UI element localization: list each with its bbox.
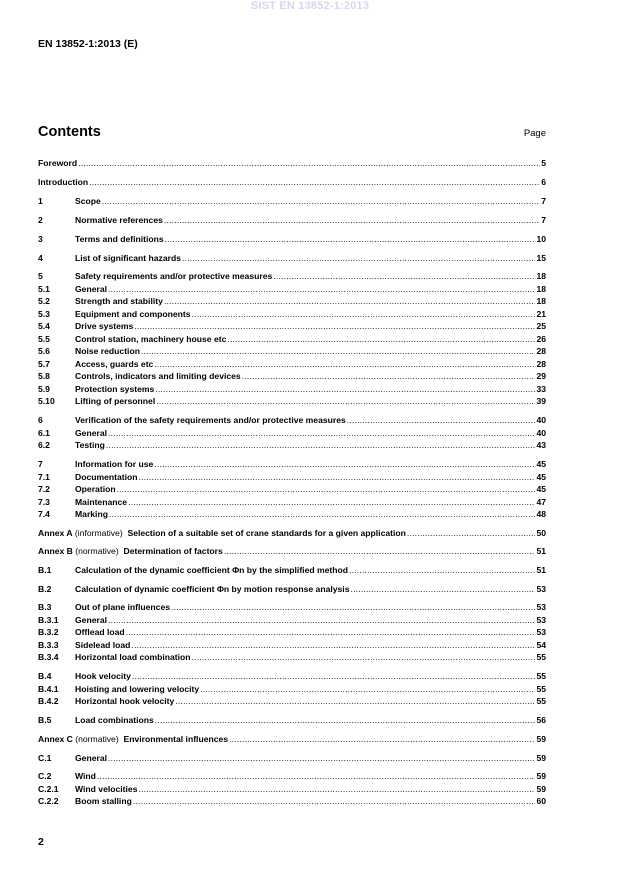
toc-entry-page: 45 <box>536 484 546 494</box>
toc-entry[interactable] <box>38 333 546 345</box>
toc-entry-title: Wind velocities <box>75 784 138 794</box>
toc-entry-title: Lifting of personnel <box>75 396 156 406</box>
toc-dot-leader <box>154 383 535 395</box>
toc-entry-number: 6.2 <box>38 440 50 450</box>
toc-dot-leader <box>107 752 535 764</box>
toc-entry-number: 5.5 <box>38 334 50 344</box>
toc-entry-number: B.3.1 <box>38 615 59 625</box>
toc-entry-title: Maintenance <box>75 497 128 507</box>
page-column-label: Page <box>523 128 546 139</box>
annex-type: (normative) <box>72 734 124 744</box>
toc-entry-number: B.5 <box>38 715 52 725</box>
toc-entry-title: Documentation <box>75 472 138 482</box>
toc-entry-page: 10 <box>536 234 546 244</box>
toc-entry-title: Controls, indicators and limiting devices <box>75 371 241 381</box>
toc-entry-number: C.2.1 <box>38 784 59 794</box>
toc-entry-title: Calculation of dynamic coefficient Φn by motion response analysis <box>75 584 350 594</box>
toc-dot-leader <box>164 233 536 245</box>
toc-entry-title: Protection systems <box>75 384 155 394</box>
toc-entry[interactable] <box>38 639 546 651</box>
toc-entry[interactable] <box>38 195 546 207</box>
toc-dot-leader <box>133 320 535 332</box>
toc-dot-leader <box>116 483 536 495</box>
toc-entry[interactable] <box>38 496 546 508</box>
toc-entry-title: Sidelead load <box>75 640 131 650</box>
toc-entry[interactable] <box>38 427 546 439</box>
toc-entry[interactable] <box>38 733 546 745</box>
toc-dot-leader <box>88 176 540 188</box>
toc-entry-title: Marking <box>75 509 108 519</box>
toc-dot-leader <box>140 345 535 357</box>
toc-entry[interactable] <box>38 545 546 557</box>
toc-entry-page: 55 <box>536 684 546 694</box>
toc-entry-page: 50 <box>536 528 546 538</box>
toc-entry[interactable] <box>38 683 546 695</box>
toc-entry[interactable] <box>38 651 546 663</box>
toc-entry[interactable] <box>38 233 546 245</box>
toc-dot-leader <box>132 795 536 807</box>
toc-entry-page: 53 <box>536 627 546 637</box>
toc-entry[interactable] <box>38 252 546 264</box>
watermark: SIST EN 13852-1:2013 <box>250 0 370 12</box>
toc-entry-title <box>38 733 228 745</box>
toc-entry-page: 60 <box>536 796 546 806</box>
toc-entry-number: 6 <box>38 415 43 425</box>
toc-entry-title: Drive systems <box>75 321 134 331</box>
toc-entry-number: 1 <box>38 196 43 206</box>
toc-dot-leader <box>131 670 536 682</box>
toc-entry-page: 55 <box>536 671 546 681</box>
toc-dot-leader <box>155 395 535 407</box>
toc-entry-number: 7 <box>38 459 43 469</box>
toc-entry-page: 6 <box>541 177 546 187</box>
toc-dot-leader <box>174 695 535 707</box>
annex-label: Annex A <box>38 528 73 538</box>
toc-entry-title: Access, guards etc <box>75 359 154 369</box>
toc-entry-page: 40 <box>536 415 546 425</box>
toc-dot-leader <box>241 370 536 382</box>
toc-entry[interactable] <box>38 176 546 188</box>
toc-dot-leader <box>228 733 535 745</box>
page-number: 2 <box>38 836 44 848</box>
toc-entry-number: 7.3 <box>38 497 50 507</box>
toc-entry-number: B.3.4 <box>38 652 59 662</box>
toc-entry-number: 5.1 <box>38 284 50 294</box>
toc-entry-number: B.2 <box>38 584 52 594</box>
toc-entry[interactable] <box>38 614 546 626</box>
toc-entry[interactable] <box>38 370 546 382</box>
toc-entry-page: 18 <box>536 271 546 281</box>
toc-entry[interactable] <box>38 783 546 795</box>
toc-entry[interactable] <box>38 583 546 595</box>
toc-entry-title: Verification of the safety requirements and/or protective measures <box>75 415 346 425</box>
toc-entry-number: 5.4 <box>38 321 50 331</box>
toc-dot-leader <box>96 770 536 782</box>
toc-entry[interactable] <box>38 508 546 520</box>
toc-entry-number: B.3.2 <box>38 627 59 637</box>
toc-entry-page: 18 <box>536 284 546 294</box>
toc-dot-leader <box>138 471 536 483</box>
toc-dot-leader <box>107 614 535 626</box>
toc-entry-title: General <box>75 615 108 625</box>
toc-entry-page: 55 <box>536 696 546 706</box>
toc-entry-title <box>38 545 223 557</box>
toc-entry-page: 59 <box>536 753 546 763</box>
toc-entry-title: Wind <box>75 771 96 781</box>
toc-dot-leader <box>77 157 540 169</box>
toc-entry-page: 21 <box>536 309 546 319</box>
toc-entry-title: Equipment and components <box>75 309 191 319</box>
toc-entry-title: Out of plane influences <box>75 602 171 612</box>
toc-dot-leader <box>125 626 536 638</box>
toc-entry-number: 5.3 <box>38 309 50 319</box>
toc-entry[interactable] <box>38 283 546 295</box>
toc-entry[interactable] <box>38 471 546 483</box>
toc-entry-page: 48 <box>536 509 546 519</box>
toc-entry-page: 47 <box>536 497 546 507</box>
toc-entry-title: Scope <box>75 196 101 206</box>
toc-entry-number: 3 <box>38 234 43 244</box>
toc-dot-leader <box>163 295 536 307</box>
toc-entry-number: C.2.2 <box>38 796 59 806</box>
toc-dot-leader <box>191 651 536 663</box>
toc-entry-number: B.4.1 <box>38 684 59 694</box>
toc-entry-title: Noise reduction <box>75 346 140 356</box>
toc-entry-page: 55 <box>536 652 546 662</box>
toc-entry-number: B.3.3 <box>38 640 59 650</box>
toc-entry[interactable] <box>38 752 546 764</box>
toc-entry-title <box>38 527 406 539</box>
toc-dot-leader <box>105 439 536 451</box>
toc-entry-page: 33 <box>536 384 546 394</box>
toc-dot-leader <box>226 333 535 345</box>
toc-entry-title: General <box>75 753 108 763</box>
toc-entry[interactable] <box>38 770 546 782</box>
toc-dot-leader <box>101 195 540 207</box>
toc-entry-page: 5 <box>541 158 546 168</box>
toc-entry[interactable] <box>38 383 546 395</box>
toc-entry-page: 26 <box>536 334 546 344</box>
toc-dot-leader <box>107 283 535 295</box>
toc-entry-page: 7 <box>541 196 546 206</box>
toc-entry-page: 59 <box>536 734 546 744</box>
toc-entry[interactable] <box>38 626 546 638</box>
toc-entry[interactable] <box>38 439 546 451</box>
toc-entry-title: General <box>75 428 108 438</box>
toc-entry-page: 39 <box>536 396 546 406</box>
toc-entry-number: B.4.2 <box>38 696 59 706</box>
toc-entry-title: Control station, machinery house etc <box>75 334 227 344</box>
toc-entry-title: Strength and stability <box>75 296 163 306</box>
toc-entry[interactable] <box>38 157 546 169</box>
toc-entry-title: Offlead load <box>75 627 125 637</box>
toc-dot-leader <box>108 508 535 520</box>
toc-entry-number: C.2 <box>38 771 52 781</box>
toc-entry-title: General <box>75 284 108 294</box>
toc-entry-page: 45 <box>536 459 546 469</box>
toc-dot-leader <box>348 564 535 576</box>
toc-dot-leader <box>163 214 540 226</box>
toc-entry-page: 51 <box>536 565 546 575</box>
toc-entry-number: 5.6 <box>38 346 50 356</box>
toc-entry-page: 29 <box>536 371 546 381</box>
toc-entry-page: 18 <box>536 296 546 306</box>
toc-entry-page: 53 <box>536 602 546 612</box>
toc-entry-number: B.1 <box>38 565 52 575</box>
toc-entry-title: Calculation of the dynamic coefficient Φn by the simplified method <box>75 565 349 575</box>
toc-entry-title: Hoisting and lowering velocity <box>75 684 200 694</box>
toc-entry[interactable] <box>38 295 546 307</box>
toc-entry-number: 4 <box>38 253 43 263</box>
toc-entry[interactable] <box>38 358 546 370</box>
toc-entry[interactable] <box>38 564 546 576</box>
annex-type: (informative) <box>72 528 128 538</box>
toc-dot-leader <box>154 714 536 726</box>
toc-entry[interactable] <box>38 214 546 226</box>
toc-entry-number: 5 <box>38 271 43 281</box>
toc-entry-number: 5.7 <box>38 359 50 369</box>
annex-title: Environmental influences <box>123 734 229 744</box>
toc-entry-number: 6.1 <box>38 428 50 438</box>
annex-type: (normative) <box>72 546 124 556</box>
toc-entry[interactable] <box>38 458 546 470</box>
toc-entry-number: B.3 <box>38 602 52 612</box>
toc-entry-page: 28 <box>536 359 546 369</box>
toc-entry[interactable] <box>38 395 546 407</box>
toc-entry-page: 40 <box>536 428 546 438</box>
annex-title: Selection of a suitable set of crane standards for a given application <box>127 528 406 538</box>
document-id: EN 13852-1:2013 (E) <box>38 38 138 50</box>
toc-entry-page: 43 <box>536 440 546 450</box>
toc-dot-leader <box>191 308 536 320</box>
toc-entry-title: Foreword <box>38 158 78 168</box>
toc-entry[interactable] <box>38 670 546 682</box>
toc-entry-number: 7.2 <box>38 484 50 494</box>
toc-entry-title: Safety requirements and/or protective measures <box>75 271 273 281</box>
toc-entry-number: 5.9 <box>38 384 50 394</box>
toc-entry-page: 59 <box>536 784 546 794</box>
toc-entry-number: 5.2 <box>38 296 50 306</box>
toc-entry[interactable] <box>38 527 546 539</box>
toc-entry-page: 51 <box>536 546 546 556</box>
toc-entry-title: Hook velocity <box>75 671 131 681</box>
annex-label: Annex C <box>38 734 73 744</box>
toc-entry-page: 45 <box>536 472 546 482</box>
toc-entry-page: 54 <box>536 640 546 650</box>
toc-dot-leader <box>223 545 536 557</box>
toc-entry[interactable] <box>38 308 546 320</box>
toc-entry-page: 53 <box>536 584 546 594</box>
annex-label: Annex B <box>38 546 73 556</box>
toc-dot-leader <box>153 358 535 370</box>
toc-entry-title: Terms and definitions <box>75 234 164 244</box>
toc-entry[interactable] <box>38 345 546 357</box>
toc-entry-page: 7 <box>541 215 546 225</box>
toc-dot-leader <box>199 683 535 695</box>
toc-dot-leader <box>346 414 536 426</box>
toc-entry-page: 56 <box>536 715 546 725</box>
toc-entry-title: Boom stalling <box>75 796 132 806</box>
toc-entry-title: Information for use <box>75 459 154 469</box>
page-title: Contents <box>38 124 101 140</box>
toc-dot-leader <box>349 583 535 595</box>
toc-entry-number: 2 <box>38 215 43 225</box>
toc-entry[interactable] <box>38 695 546 707</box>
toc-entry-title: Testing <box>75 440 105 450</box>
toc-entry-title: List of significant hazards <box>75 253 182 263</box>
toc-entry-title: Horizontal load combination <box>75 652 191 662</box>
toc-entry-title: Load combinations <box>75 715 154 725</box>
toc-entry-number: 5.8 <box>38 371 50 381</box>
toc-dot-leader <box>153 458 535 470</box>
toc-dot-leader <box>272 270 535 282</box>
toc-entry[interactable] <box>38 320 546 332</box>
toc-entry-number: B.4 <box>38 671 52 681</box>
toc-entry[interactable] <box>38 414 546 426</box>
toc-entry[interactable] <box>38 270 546 282</box>
toc-entry-page: 25 <box>536 321 546 331</box>
toc-dot-leader <box>130 639 535 651</box>
toc-entry[interactable] <box>38 483 546 495</box>
toc-entry-title: Operation <box>75 484 116 494</box>
toc-entry-page: 59 <box>536 771 546 781</box>
toc-dot-leader <box>406 527 536 539</box>
toc-dot-leader <box>137 783 535 795</box>
annex-title: Determination of factors <box>123 546 223 556</box>
toc-entry-number: 7.4 <box>38 509 50 519</box>
toc-entry-page: 28 <box>536 346 546 356</box>
toc-dot-leader <box>127 496 535 508</box>
toc-entry-title: Normative references <box>75 215 163 225</box>
toc-entry-page: 53 <box>536 615 546 625</box>
toc-entry-page: 15 <box>536 253 546 263</box>
toc-entry[interactable] <box>38 601 546 613</box>
toc-entry-title: Introduction <box>38 177 89 187</box>
toc-dot-leader <box>170 601 535 613</box>
toc-entry-title: Horizontal hook velocity <box>75 696 175 706</box>
toc-entry[interactable] <box>38 714 546 726</box>
toc-entry[interactable] <box>38 795 546 807</box>
toc-entry-number: C.1 <box>38 753 52 763</box>
toc-dot-leader <box>107 427 535 439</box>
toc-entry-number: 5.10 <box>38 396 55 406</box>
toc-dot-leader <box>181 252 535 264</box>
toc-entry-number: 7.1 <box>38 472 50 482</box>
